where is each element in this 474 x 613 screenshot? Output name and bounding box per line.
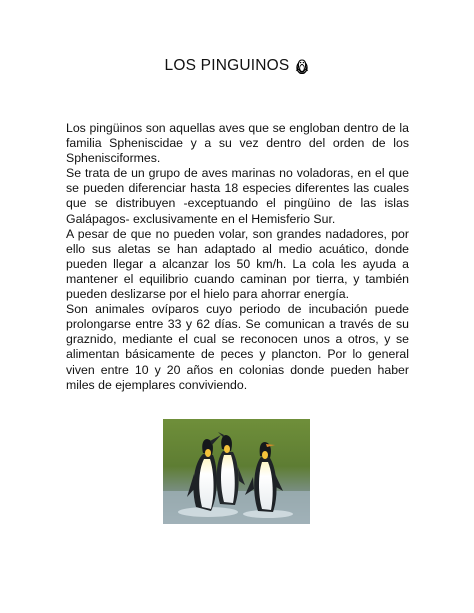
paragraph: Son animales ovíparos cuyo periodo de incubación puede prolongarse entre 33 y 62 días. Se comunican a través de su graznido, mediante el cual se reconocen unos a otros, y se alimentan básicamente de peces y plancton. Por lo general viven entre 10 y 20 años en colonias donde pueden haber miles de ejemplares conviviendo. <box>66 302 409 392</box>
title-row <box>0 57 474 75</box>
paragraph: Se trata de un grupo de aves marinas no voladoras, en el que se pueden diferenciar hasta 18 especies diferentes las cuales que se distribuyen -exceptuando el pingüino de las islas Galápagos- exclusivamente en el Hemisferio Sur. <box>66 166 409 226</box>
body-text <box>66 121 409 393</box>
penguin-icon <box>295 58 309 74</box>
page-title: LOS PINGUINOS <box>164 57 290 74</box>
paragraph: A pesar de que no pueden volar, son grandes nadadores, por ello sus aletas se han adaptado al medio acuático, donde pueden llegar a alcanzar los 50 km/h. La cola les ayuda a mantener el equilibrio cuando caminan por tierra, y también pueden deslizarse por el hielo para ahorrar energía. <box>66 226 409 302</box>
paragraph: Los pingüinos son aquellas aves que se engloban dentro de la familia Spheniscidae y a su vez dentro del orden de los Sphenisciformes. <box>66 121 409 166</box>
penguins-photo <box>163 419 310 524</box>
